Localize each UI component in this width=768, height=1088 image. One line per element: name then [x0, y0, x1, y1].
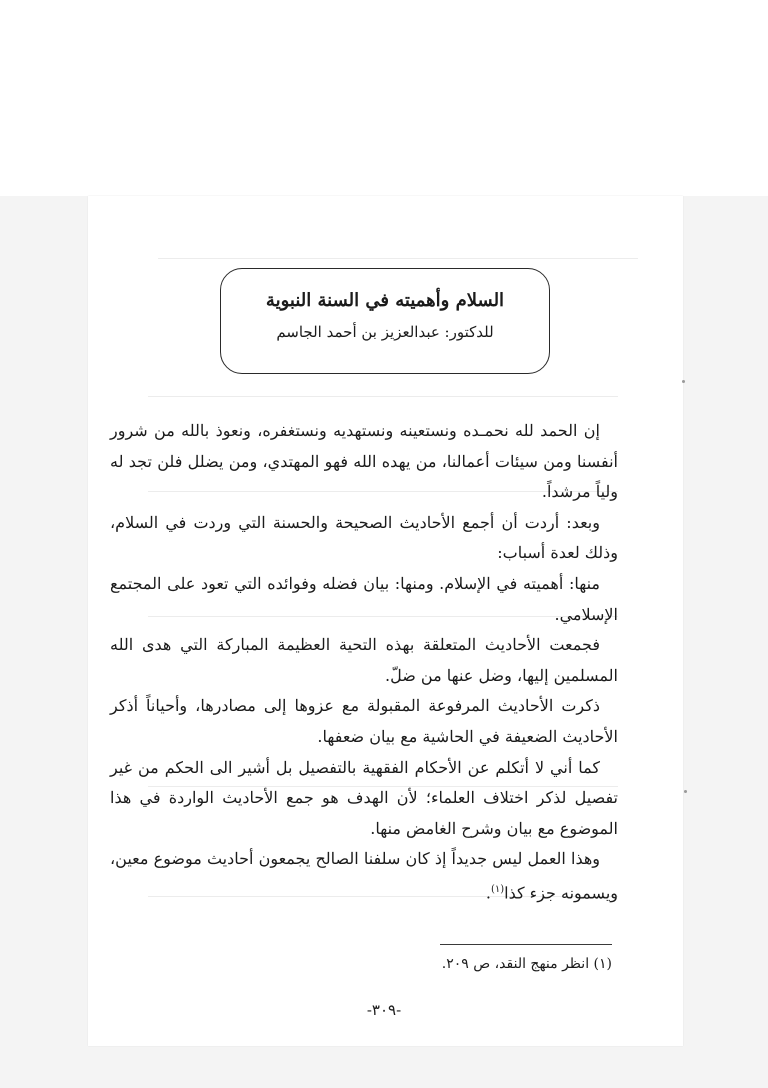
footnote: (١) انظر منهج النقد، ص ٢٠٩. — [441, 956, 612, 972]
paragraph-precedent-end: . — [485, 883, 491, 903]
paragraph-opening: إن الحمد لله نحمـده ونستعينه ونستهديه ونستغفره، ونعوذ بالله من شرور أنفسنا ومن سيئات أعمالنا، من يهده الله فهو المهتدي، ومن يضلل فلن تجد له ولياً مرشداً. — [110, 421, 618, 502]
article-title-box — [220, 268, 550, 374]
paragraph-scope: كما أني لا أتكلم عن الأحكام الفقهية بالتفصيل بل أشير الى الحكم من غير تفصيل لذكر اختلاف العلماء؛ لأن الهدف هو جمع الأحاديث الواردة في هذا الموضوع مع بيان وشرح الغامض منها. — [110, 757, 618, 838]
paragraph-purpose: وبعد: أردت أن أجمع الأحاديث الصحيحة والحسنة التي وردت في السلام، وذلك لعدة أسباب: — [110, 512, 618, 563]
article-title: السلام وأهميته في السنة النبوية — [265, 290, 505, 311]
article-author: للدكتور: عبدالعزيز بن أحمد الجاسم — [276, 323, 494, 341]
page-number: -٣٠٩- — [366, 1001, 402, 1019]
show-through-line — [158, 258, 638, 259]
paragraph-precedent — [110, 844, 618, 909]
footnote-separator — [440, 944, 612, 945]
paragraph-reasons: منها: أهميته في الإسلام. ومنها: بيان فضله وفوائده التي تعود على المجتمع الإسلامي. — [110, 573, 618, 624]
paragraph-method: ذكرت الأحاديث المرفوعة المقبولة مع عزوها إلى مصادرها، وأحياناً أذكر الأحاديث الضعيفة في الحاشية مع بيان ضعفها. — [110, 696, 618, 746]
article-body — [110, 416, 618, 909]
scan-speck — [682, 380, 685, 383]
scan-speck — [684, 790, 687, 793]
paragraph-collection: فجمعت الأحاديث المتعلقة بهذه التحية العظيمة المباركة التي هدى الله المسلمين إليها، وضل عنها من ضلّ. — [110, 635, 618, 685]
paragraph-precedent-text: وهذا العمل ليس جديداً إذ كان سلفنا الصالح يجمعون أحاديث موضوع معين، ويسمونه جزء كذا — [110, 849, 618, 903]
show-through-line — [148, 396, 618, 397]
footnote-reference: (١) — [490, 883, 505, 895]
